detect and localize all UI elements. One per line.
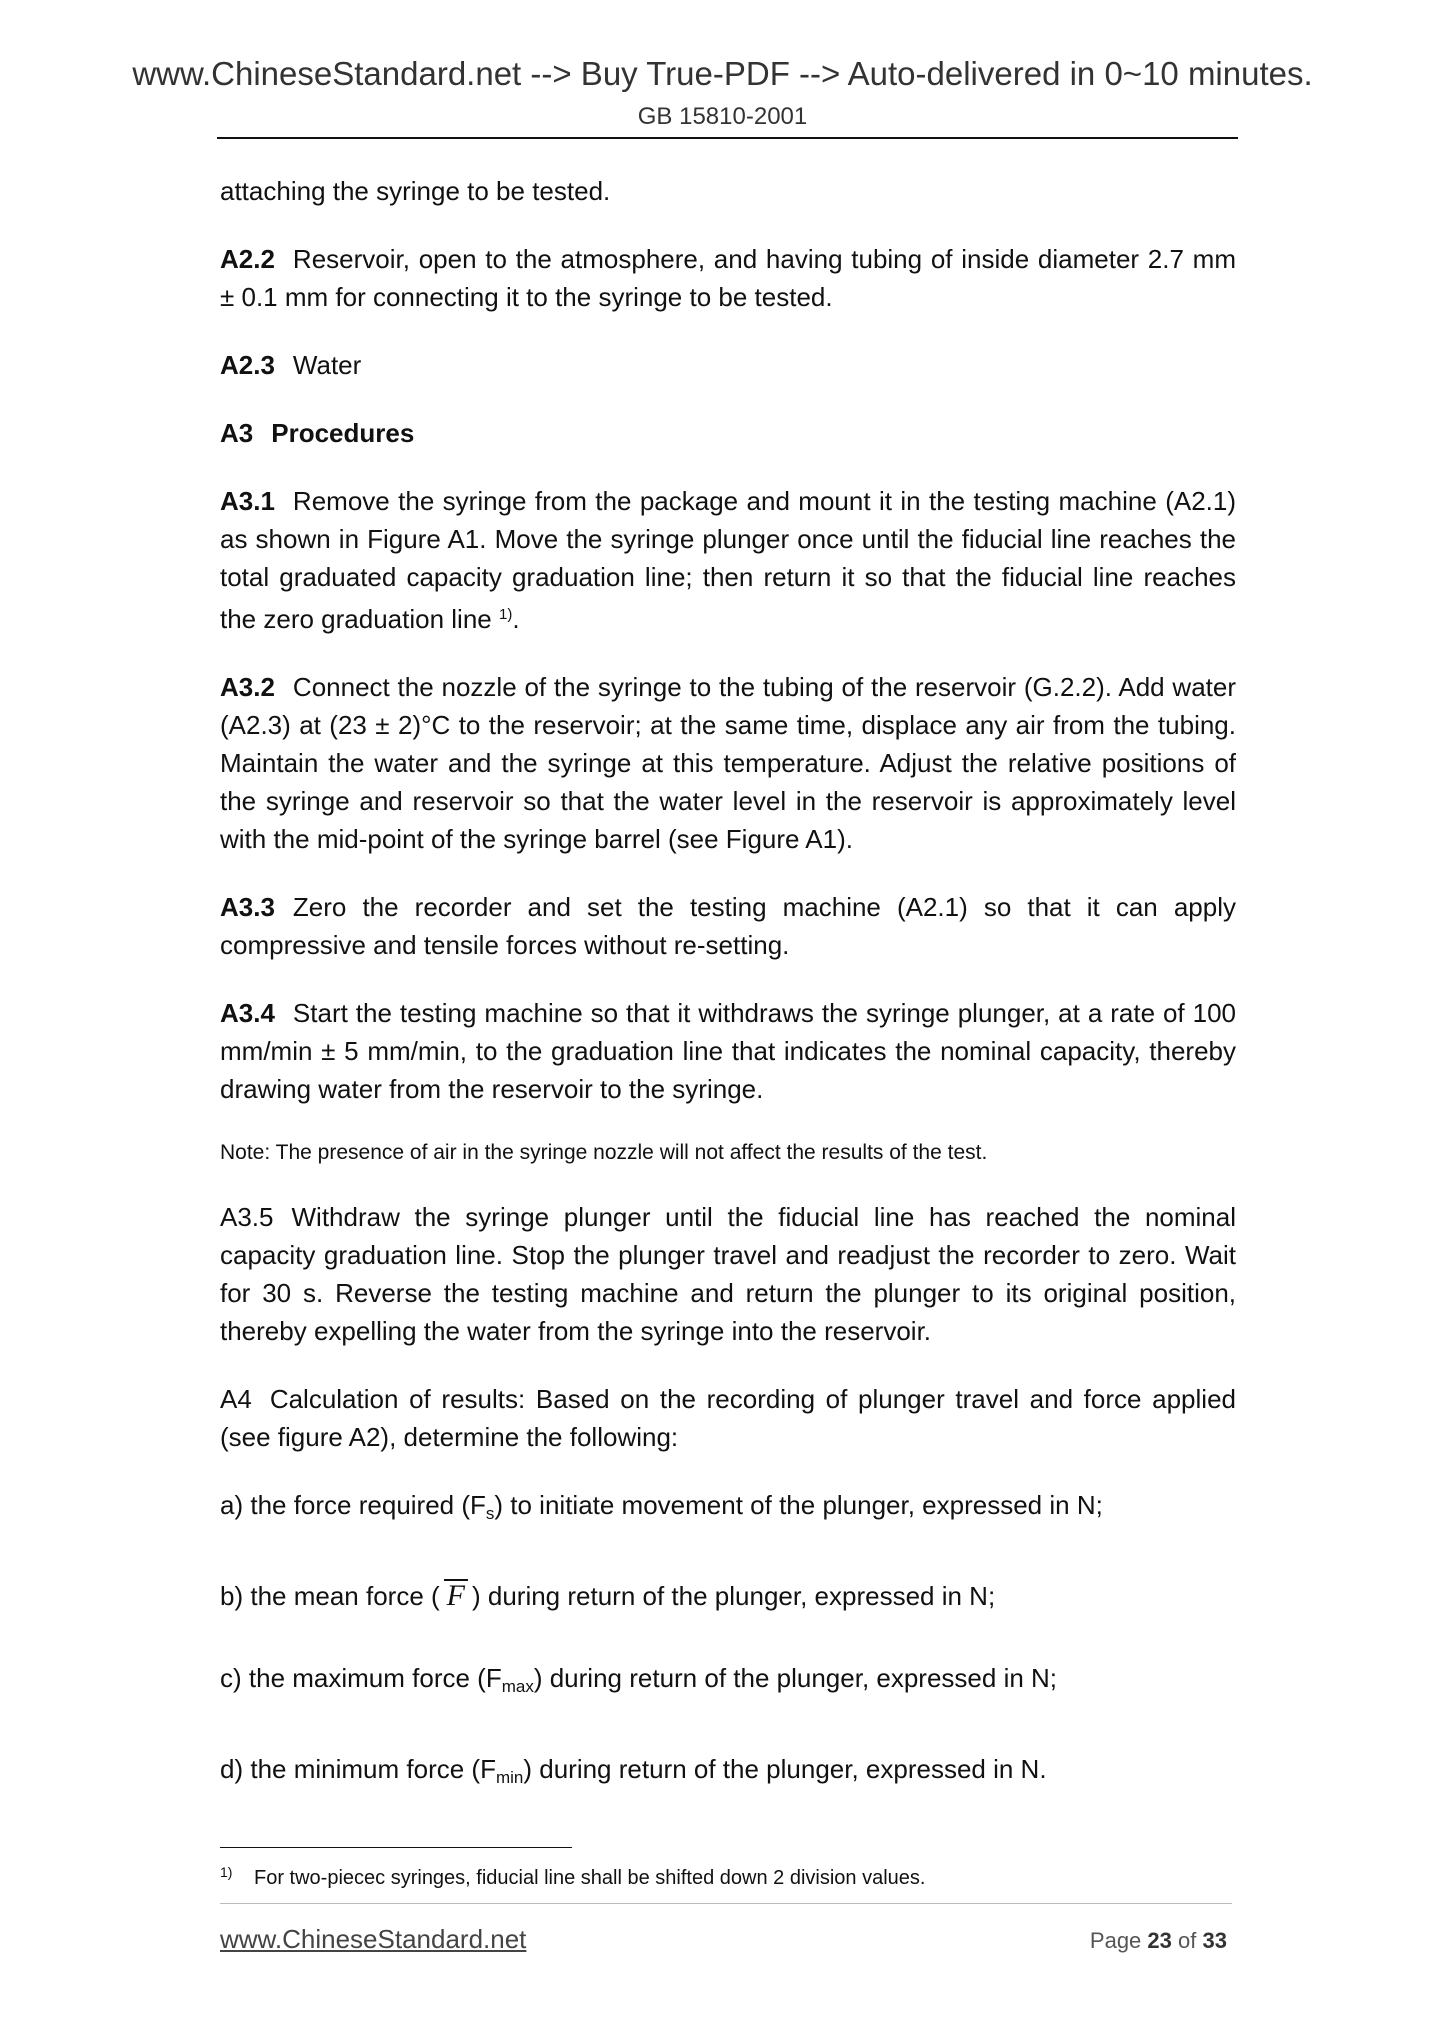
list-item-a [220,1486,1236,1533]
clause-number: A3.4 [220,998,275,1028]
subscript: s [485,1504,495,1523]
section-title: Procedures [271,418,415,448]
clause-number: A4 [220,1384,252,1414]
clause-text: Reservoir, open to the atmosphere, and having tubing of inside diameter 2.7 mm ± 0.1 mm for connecting it to the syringe to be tested. [220,244,1236,312]
page-label: Page [1089,1928,1142,1953]
item-text: c) the maximum force (F [220,1663,502,1693]
list-item-b [220,1577,1236,1615]
clause-text: Remove the syringe from the package and mount it in the testing machine (A2.1) as shown in Figure A1. Move the syringe plunger once until the fiducial line reaches the total graduated capacity graduation line; then return it so that the fiducial line reaches the zero graduation line [220,486,1236,634]
subscript: min [495,1768,524,1787]
continuation-text: attaching the syringe to be tested. [220,176,611,206]
item-text: a) the force required (F [220,1490,486,1520]
clause-a3-4 [220,994,1236,1108]
clause-number: A3.3 [220,892,275,922]
section-heading-a3 [220,414,1236,452]
clause-number: A3.1 [220,486,275,516]
footnote-mark: 1) [220,1864,233,1880]
item-text: d) the minimum force (F [220,1754,496,1784]
page-current: 23 [1147,1928,1172,1953]
page-number [1090,1928,1227,1954]
item-text: ) to initiate movement of the plunger, expressed in N; [494,1490,1103,1520]
header-divider [217,137,1238,139]
clause-number: A2.3 [220,350,275,380]
item-text: ) during return of the plunger, expressed in N. [523,1754,1047,1784]
standard-number: GB 15810-2001 [637,103,808,130]
clause-text: Withdraw the syringe plunger until the fiducial line has reached the nominal capacity graduation line. Stop the plunger travel and readjust the recorder to zero. Wait for 30 s. Reverse the testing machine and return the plunger to its original position, thereby expelling the water from the syringe into the reservoir. [220,1202,1236,1346]
clause-a3-3 [220,888,1236,964]
header-banner: www.ChineseStandard.net --> Buy True-PDF --> Auto-delivered in 0~10 minutes. [132,55,1313,92]
page-total: 33 [1202,1928,1227,1953]
clause-number: A3.5 [220,1202,274,1232]
footnote-text: For two-piecec syringes, fiducial line shall be shifted down 2 division values. [254,1867,926,1889]
clause-a3-1 [220,482,1236,638]
clause-text: Water [292,350,362,380]
clause-a2-2 [220,240,1236,316]
page-of: of [1178,1928,1197,1953]
clause-text: Zero the recorder and set the testing machine (A2.1) so that it can apply compressive and tensile forces without re-setting. [220,892,1236,960]
footer-divider [220,1903,1232,1904]
document-body [220,172,1236,1841]
item-text: ) during return of the plunger, expressed in N; [471,1581,996,1611]
clause-end: . [512,604,520,634]
clause-a4 [220,1380,1236,1456]
subscript: max [501,1677,534,1696]
clause-a3-2 [220,668,1236,858]
footnote [220,1858,1236,1892]
footer-website-link[interactable]: www.ChineseStandard.net [220,1924,527,1954]
footnote-reference: 1) [498,606,513,623]
clause-text: Start the testing machine so that it withdraws the syringe plunger, at a rate of 100 mm/min ± 5 mm/min, to the graduation line that indicates the nominal capacity, thereby drawing water from the reservoir to the syringe. [220,998,1236,1104]
item-text: b) the mean force ( [220,1581,440,1611]
clause-number: A3.2 [220,672,275,702]
note-text: Note: The presence of air in the syringe nozzle will not affect the results of the test. [220,1141,988,1164]
list-item-c [220,1659,1236,1706]
clause-text: Connect the nozzle of the syringe to the tubing of the reservoir (G.2.2). Add water (A2.3) at (23 ± 2)°C to the reservoir; at the same time, displace any air from the tubing. Maintain the water and the syringe at this temperature. Adjust the relative positions of the syringe and reservoir so that the water level in the reservoir is approximately level with the mid-point of the syringe barrel (see Figure A1). [220,672,1236,854]
list-item-d [220,1750,1236,1797]
section-number: A3 [220,418,254,448]
clause-a2-3 [220,346,1236,384]
clause-number: A2.2 [220,244,275,274]
item-text: ) during return of the plunger, expressed in N; [533,1663,1058,1693]
footnote-divider [220,1847,572,1848]
clause-a3-5 [220,1198,1236,1350]
clause-text: Calculation of results: Based on the recording of plunger travel and force applied (see figure A2), determine the following: [220,1384,1236,1452]
mean-force-symbol: F [444,1579,468,1611]
